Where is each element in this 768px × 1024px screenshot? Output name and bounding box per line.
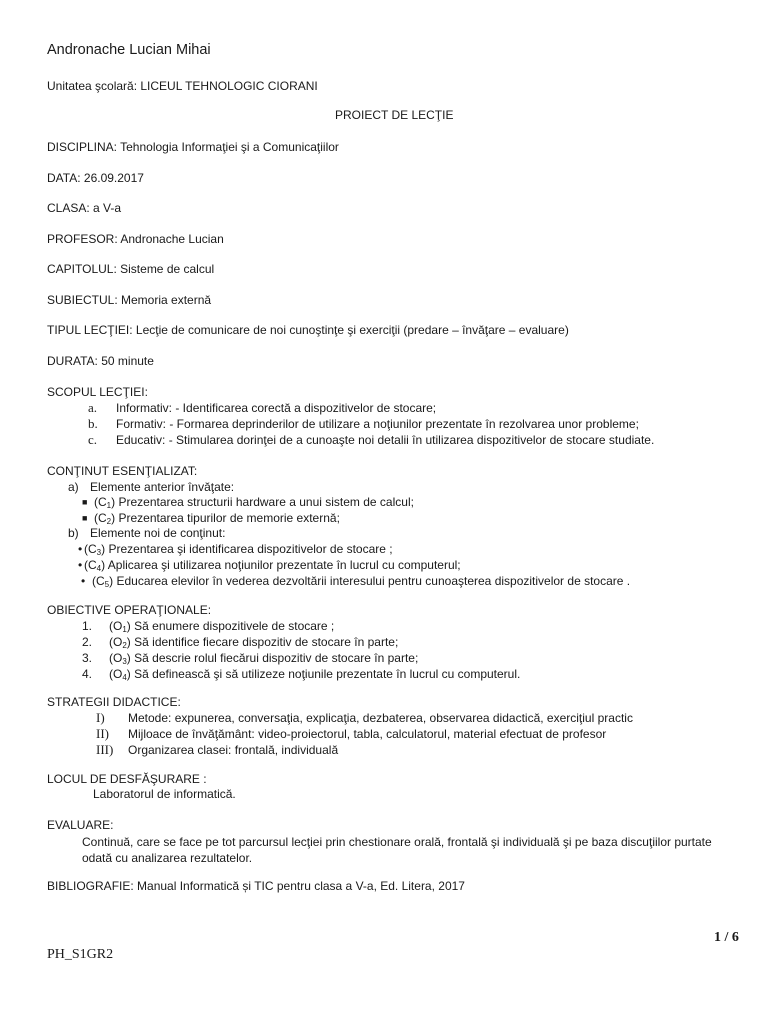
bullet-icon: • [78, 542, 83, 556]
bullet-icon: • [78, 558, 83, 572]
list-text: Educativ: - Stimularea dorinţei de a cunoaşte noi detalii în utilizarea dispozitivelor de stocare studiate. [116, 433, 655, 447]
scop-heading: SCOPUL LECŢIEI: [47, 385, 148, 399]
list-text: Formativ: - Formarea deprinderilor de utilizare a noţiunilor prezentate în rezolvarea unor probleme; [116, 417, 639, 431]
list-item: ■ $(C_2)$ Prezentarea tipurilor de memorie externă; [82, 511, 340, 526]
list-text: Să identifice fiecare dispozitiv de stocare în parte; [134, 635, 399, 649]
continut-list-a [82, 494, 414, 526]
code-sub: 2 [106, 517, 112, 526]
code-sub: 4 [122, 673, 127, 682]
list-text: Informativ: - Identificarea corectă a dispozitivelor de stocare; [116, 401, 437, 415]
list-item [96, 710, 633, 726]
continut-group-a [68, 480, 234, 495]
list-item [88, 400, 654, 416]
scop-list [88, 400, 654, 448]
list-text: Organizarea clasei: frontală, individuală [128, 743, 339, 757]
continut-list-b [78, 541, 630, 589]
code: C [88, 558, 97, 572]
list-marker: II) [96, 726, 109, 741]
field-durata: DURATA: 50 minute [47, 354, 154, 368]
list-item: 1. $(O_1)$ Să enumere dispozitivele de stocare ; [82, 619, 335, 634]
code: O [113, 619, 123, 633]
field-tipul-lectiei: TIPUL LECŢIEI: Lecţie de comunicare de noi cunoştinţe şi exerciţii (predare – învăţare – evaluare) [47, 323, 569, 337]
list-marker: b. [88, 416, 98, 431]
obiective-heading: OBIECTIVE OPERAŢIONALE: [47, 603, 212, 617]
list-item: • $(C_5)$ Educarea elevilor în vederea dezvoltării interesului pentru cunoaşterea dispozitivelor de stocare . [81, 574, 631, 589]
strategii-heading: STRATEGII DIDACTICE: [47, 695, 181, 709]
list-text: Aplicarea şi utilizarea noţiunilor prezentate în lucrul cu computerul; [107, 558, 461, 572]
list-text: Să enumere dispozitivele de stocare ; [134, 619, 335, 633]
list-item: 2. $(O_2)$ Să identifice fiecare dispozitiv de stocare în parte; [82, 635, 399, 650]
locul-text: Laboratorul de informatică. [93, 787, 236, 801]
document-title: PROIECT DE LECŢIE [335, 108, 454, 122]
code: C [88, 542, 97, 556]
author-name: Andronache Lucian Mihai [47, 42, 211, 58]
code-sub: 1 [122, 625, 127, 634]
evaluare-heading: EVALUARE: [47, 818, 114, 832]
list-item: 4. $(O_4)$ Să definească şi să utilizeze noţiunile prezentate în lucrul cu computerul. [82, 667, 521, 682]
bullet-icon: ■ [82, 513, 88, 523]
list-item [88, 432, 654, 448]
list-item [96, 726, 633, 742]
group-marker: b) [68, 526, 79, 540]
list-marker: 4. [82, 667, 93, 681]
continut-group-b [68, 526, 225, 541]
field-profesor: PROFESOR: Andronache Lucian [47, 232, 224, 246]
strategii-list [96, 710, 633, 758]
continut-heading: CONŢINUT ESENŢIALIZAT: [47, 464, 198, 478]
list-marker: 3. [82, 651, 93, 665]
code-sub: 3 [122, 657, 127, 666]
list-text: Prezentarea structurii hardware a unui sistem de calcul; [118, 495, 414, 509]
list-item [88, 416, 654, 432]
code: O [113, 667, 123, 681]
bibliografie: BIBLIOGRAFIE: Manual Informatică și TIC pentru clasa a V-a, Ed. Litera, 2017 [47, 879, 465, 893]
code-sub: 4 [96, 564, 102, 573]
list-text: Mijloace de învăţământ: video-proiectorul, tabla, calculatorul, material efectuat de profesor [128, 727, 607, 741]
list-marker: I) [96, 710, 105, 725]
list-item: ■ $(C_1)$ Prezentarea structurii hardware a unui sistem de calcul; [82, 495, 414, 510]
school-unit: Unitatea şcolară: LICEUL TEHNOLOGIC CIORANI [47, 79, 318, 93]
code: O [113, 635, 123, 649]
code: C [96, 574, 105, 588]
code-sub: 1 [106, 501, 112, 510]
code-sub: 3 [96, 548, 102, 557]
list-marker: a. [88, 400, 98, 415]
code: O [113, 651, 123, 665]
group-label: Elemente anterior învăţate: [90, 480, 235, 494]
field-capitolul: CAPITOLUL: Sisteme de calcul [47, 262, 215, 276]
list-text: Metode: expunerea, conversaţia, explicaţia, dezbaterea, observarea didactică, exerciţiul practic [128, 711, 633, 725]
list-text: Să descrie rolul fiecărui dispozitiv de stocare în parte; [134, 651, 419, 665]
list-marker: 2. [82, 635, 93, 649]
code: C [98, 495, 107, 509]
group-marker: a) [68, 480, 79, 494]
list-text: Să definească şi să utilizeze noţiunile prezentate în lucrul cu computerul. [134, 667, 521, 681]
code-sub: 2 [122, 641, 127, 650]
evaluare-text: Continuă, care se face pe tot parcursul lecţiei prin chestionare orală, frontală şi individuală şi pe baza discuţiilor purtate odată cu analizarea rezultatelor. [82, 835, 712, 865]
list-text: Prezentarea şi identificarea dispozitivelor de stocare ; [108, 542, 393, 556]
field-subiectul: SUBIECTUL: Memoria externă [47, 293, 212, 307]
bullet-icon: • [81, 574, 86, 588]
code: C [98, 511, 107, 525]
list-item: • $(C_4)$ Aplicarea şi utilizarea noţiunilor prezentate în lucrul cu computerul; [78, 558, 461, 573]
page-number: 1 / 6 [714, 930, 739, 945]
field-disciplina: DISCIPLINA: Tehnologia Informaţiei şi a Comunicaţiilor [47, 140, 339, 154]
list-item: • $(C_3)$ Prezentarea şi identificarea dispozitivelor de stocare ; [78, 542, 393, 557]
list-item: 3. $(O_3)$ Să descrie rolul fiecărui dispozitiv de stocare în parte; [82, 651, 419, 666]
list-text: Prezentarea tipurilor de memorie externă; [118, 511, 340, 525]
list-marker: c. [88, 432, 98, 447]
code-sub: 5 [104, 580, 110, 589]
footer-code: PH_S1GR2 [47, 947, 114, 962]
list-text: Educarea elevilor în vederea dezvoltării interesului pentru cunoaşterea dispozitivelor de stocare . [116, 574, 631, 588]
list-item [96, 742, 633, 758]
group-label: Elemente noi de conţinut: [90, 526, 226, 540]
obiective-list [82, 618, 520, 682]
bullet-icon: ■ [82, 497, 88, 507]
list-marker: 1. [82, 619, 93, 633]
field-clasa: CLASA: a V-a [47, 201, 122, 215]
list-marker: III) [96, 742, 114, 757]
field-data: DATA: 26.09.2017 [47, 171, 144, 185]
locul-heading: LOCUL DE DESFĂŞURARE : [47, 772, 207, 786]
